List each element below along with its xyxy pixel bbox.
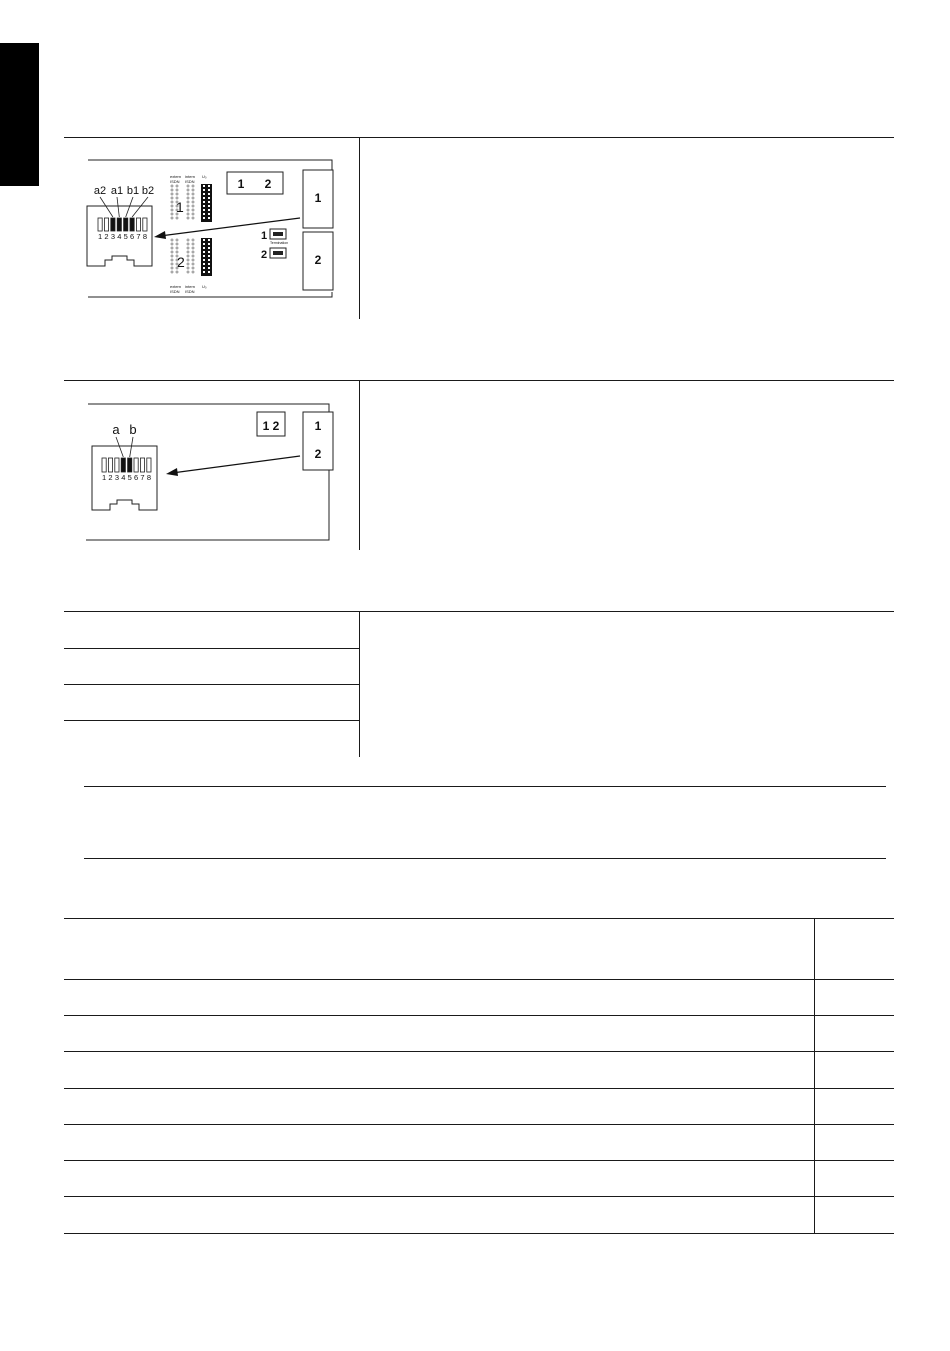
u0-contact xyxy=(203,213,205,215)
table-small-divider xyxy=(359,611,360,757)
jumper-pin xyxy=(187,197,189,199)
u0-contact xyxy=(208,217,210,219)
jumper-pin xyxy=(192,263,194,265)
note-top-rule xyxy=(84,786,886,787)
u0-contact xyxy=(203,263,205,265)
header-box-2-label: 1 2 xyxy=(262,419,280,433)
jumper-pin xyxy=(192,209,194,211)
jumper-pin xyxy=(176,239,178,241)
jumper-pin xyxy=(192,243,194,245)
jumper-pin xyxy=(171,193,173,195)
jumper-pin xyxy=(171,239,173,241)
termination-label-2: 2 xyxy=(261,249,268,261)
table-small-row-rule xyxy=(64,684,359,685)
u0-strip xyxy=(201,238,212,276)
table-large-row-rule xyxy=(64,1124,894,1125)
jumper-pin xyxy=(171,185,173,187)
jumper-pin xyxy=(171,205,173,207)
socket-pin xyxy=(136,218,140,231)
jack2-label-2: 2 xyxy=(314,447,322,461)
section2-top-rule xyxy=(64,380,894,381)
table-large-row-rule xyxy=(64,1160,894,1161)
col-header-u0: U₀ xyxy=(202,174,207,179)
socket-pin xyxy=(130,218,134,231)
pin-number: 5 xyxy=(127,473,132,482)
jumper-pin xyxy=(176,189,178,191)
jumper-pin xyxy=(171,251,173,253)
jumper-pin xyxy=(192,239,194,241)
jumper-pin xyxy=(176,193,178,195)
col-footer-u0: U₀ xyxy=(202,284,207,289)
jumper-pin xyxy=(187,259,189,261)
table-large-bottom-rule xyxy=(64,1233,894,1234)
jumper-pin xyxy=(192,189,194,191)
col-footer-extern-2: ISDN xyxy=(170,289,180,294)
u0-contact xyxy=(203,217,205,219)
table-large-row-rule xyxy=(64,1051,894,1052)
col-footer-intern-2: ISDN xyxy=(185,289,195,294)
socket-pin xyxy=(98,218,102,231)
pin-number: 4 xyxy=(121,473,126,482)
u0-contact xyxy=(203,201,205,203)
u0-contact xyxy=(203,259,205,261)
callout-one: 1 xyxy=(176,199,184,215)
arrow-head xyxy=(154,231,166,239)
pin-number: 2 xyxy=(104,232,109,241)
u0-contact xyxy=(203,239,205,241)
jumper-pin xyxy=(171,247,173,249)
u0-contact xyxy=(203,267,205,269)
socket-pin xyxy=(134,458,138,472)
socket-pin xyxy=(115,458,119,472)
u0-contact xyxy=(203,209,205,211)
col-footer-extern: extern xyxy=(170,284,182,289)
jumper-pin xyxy=(176,247,178,249)
pin-number: 5 xyxy=(123,232,128,241)
pin-number: 6 xyxy=(130,232,135,241)
jumper-pin xyxy=(187,201,189,203)
u0-strip xyxy=(201,184,212,222)
jumper-pin xyxy=(187,213,189,215)
wire-label: b2 xyxy=(141,185,155,197)
socket-pin xyxy=(102,458,106,472)
u0-contact xyxy=(208,263,210,265)
callout-two: 2 xyxy=(177,254,185,270)
jumper-pin xyxy=(187,209,189,211)
u0-contact xyxy=(208,271,210,273)
pin-number: 3 xyxy=(114,473,119,482)
jumper-pin xyxy=(171,263,173,265)
pin-number: 3 xyxy=(110,232,115,241)
jumper-pin xyxy=(171,213,173,215)
jumper-pin xyxy=(176,271,178,273)
arrow-head-2 xyxy=(166,468,178,476)
u0-contact xyxy=(203,185,205,187)
pin-number: 1 xyxy=(102,473,107,482)
socket-pin xyxy=(104,218,108,231)
jumper-pin xyxy=(171,217,173,219)
jumper-pin xyxy=(192,251,194,253)
u0-contact xyxy=(203,193,205,195)
jumper-pin xyxy=(187,263,189,265)
jack2-label-1: 1 xyxy=(314,419,322,433)
section1-top-rule xyxy=(64,137,894,138)
table-small-row-rule xyxy=(64,720,359,721)
jumper-pin xyxy=(192,247,194,249)
u0-contact xyxy=(203,243,205,245)
u0-contact xyxy=(208,247,210,249)
pin-number: 7 xyxy=(136,232,141,241)
socket-pin xyxy=(143,218,147,231)
wire-label: a xyxy=(112,422,120,437)
socket-pin xyxy=(111,218,115,231)
jumper-pin xyxy=(192,255,194,257)
wire-label: b1 xyxy=(126,185,140,197)
col-header-intern-2: ISDN xyxy=(185,179,195,184)
u0-contact xyxy=(203,251,205,253)
jumper-pin xyxy=(187,193,189,195)
jumper-pin xyxy=(192,197,194,199)
jumper-pin xyxy=(187,217,189,219)
table-small-top-rule xyxy=(64,611,894,612)
jumper-pin xyxy=(192,271,194,273)
socket-pin xyxy=(140,458,144,472)
u0-contact xyxy=(208,251,210,253)
u0-contact xyxy=(208,259,210,261)
jumper-pin xyxy=(192,267,194,269)
u0-contact xyxy=(203,189,205,191)
pin-number: 7 xyxy=(140,473,145,482)
u0-contact xyxy=(208,239,210,241)
u0-contact xyxy=(208,185,210,187)
u0-contact xyxy=(208,205,210,207)
figure1-diagram xyxy=(64,140,356,315)
jumper-pin xyxy=(192,185,194,187)
u0-contact xyxy=(208,201,210,203)
jumper-pin xyxy=(171,243,173,245)
jumper-pin xyxy=(171,255,173,257)
header-box xyxy=(227,172,283,194)
jumper-pin xyxy=(171,201,173,203)
table-large-row-rule xyxy=(64,1015,894,1016)
u0-contact xyxy=(208,189,210,191)
u0-contact xyxy=(208,209,210,211)
col-header-intern: intern xyxy=(185,174,196,179)
jumper-pin xyxy=(192,201,194,203)
jumper-pin xyxy=(187,255,189,257)
jumper-pin xyxy=(187,189,189,191)
jack-label-1: 1 xyxy=(314,191,322,205)
note-bottom-rule xyxy=(84,858,886,859)
u0-contact xyxy=(208,243,210,245)
pin-number: 4 xyxy=(117,232,122,241)
table-large-row-rule xyxy=(64,1196,894,1197)
pin-number: 8 xyxy=(146,473,151,482)
wire-label: a1 xyxy=(110,185,124,197)
table-large-divider xyxy=(814,918,815,1234)
pin-number: 6 xyxy=(134,473,139,482)
jumper-pin xyxy=(187,185,189,187)
socket-pin xyxy=(128,458,132,472)
u0-contact xyxy=(203,255,205,257)
socket-pin xyxy=(124,218,128,231)
figure2-diagram xyxy=(64,382,356,547)
jumper-pin xyxy=(187,247,189,249)
jumper-pin xyxy=(187,267,189,269)
section1-column-divider xyxy=(359,137,360,319)
termination-label-1: 1 xyxy=(261,230,268,242)
u0-contact xyxy=(203,247,205,249)
u0-contact xyxy=(208,267,210,269)
jumper-pin xyxy=(171,259,173,261)
col-footer-intern: intern xyxy=(185,284,196,289)
jumper-pin xyxy=(187,271,189,273)
jumper-pin xyxy=(176,185,178,187)
jumper-pin xyxy=(171,197,173,199)
header-box-label-2: 2 xyxy=(264,177,272,191)
section2-column-divider xyxy=(359,380,360,550)
pin-number: 2 xyxy=(108,473,113,482)
wire-label: a2 xyxy=(93,185,107,197)
jumper-pin xyxy=(171,189,173,191)
jumper-pin xyxy=(192,205,194,207)
header-box-label-1: 1 xyxy=(237,177,245,191)
jumper-pin xyxy=(192,217,194,219)
u0-contact xyxy=(208,255,210,257)
jumper-pin xyxy=(176,217,178,219)
u0-contact xyxy=(208,197,210,199)
wire-label: b xyxy=(129,422,137,437)
jack-label-2: 2 xyxy=(314,253,322,267)
pin-number: 1 xyxy=(98,232,103,241)
jumper-pin xyxy=(192,259,194,261)
jumper-pin xyxy=(176,251,178,253)
jumper-pin xyxy=(187,251,189,253)
u0-contact xyxy=(203,197,205,199)
u0-contact xyxy=(208,193,210,195)
table-small-row-rule xyxy=(64,648,359,649)
page-edge-tab xyxy=(0,43,39,186)
u0-contact xyxy=(203,205,205,207)
table-large-row-rule xyxy=(64,979,894,980)
jumper-pin xyxy=(171,271,173,273)
jumper-pin xyxy=(192,193,194,195)
u0-contact xyxy=(203,271,205,273)
socket-pin xyxy=(108,458,112,472)
jumper-pin xyxy=(187,243,189,245)
jumper-pin xyxy=(171,209,173,211)
u0-contact xyxy=(208,213,210,215)
pin-number: 8 xyxy=(142,232,147,241)
table-large-top-rule xyxy=(64,918,894,919)
jumper-pin xyxy=(192,213,194,215)
table-large-row-rule xyxy=(64,1088,894,1089)
jumper-pin xyxy=(176,243,178,245)
jumper-pin xyxy=(171,267,173,269)
col-header-extern-2: ISDN xyxy=(170,179,180,184)
col-header-extern: extern xyxy=(170,174,182,179)
jumper-pin xyxy=(187,205,189,207)
jumper-pin xyxy=(187,239,189,241)
socket-pin xyxy=(121,458,125,472)
termination-caption: Termination xyxy=(270,241,289,245)
socket-pin xyxy=(147,458,151,472)
socket-pin xyxy=(117,218,121,231)
